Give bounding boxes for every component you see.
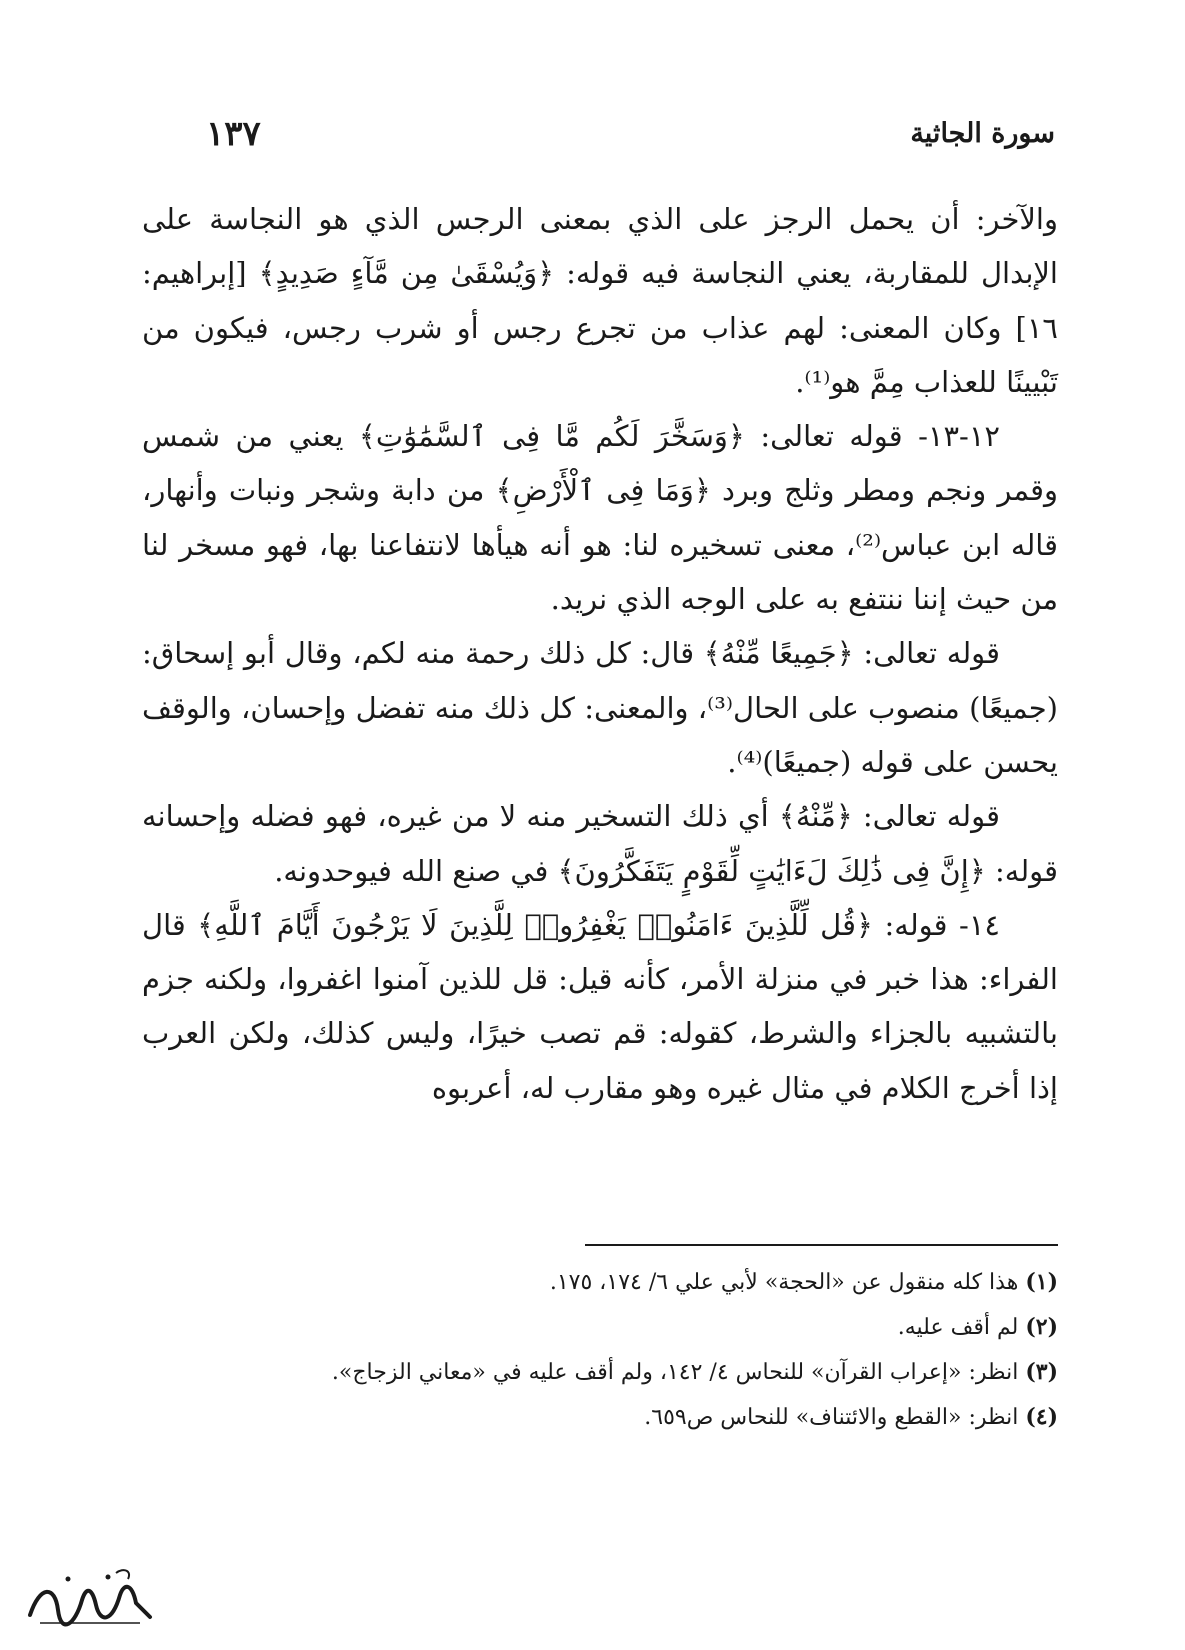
- calligraphy-logo: [20, 1565, 160, 1633]
- footnotes: [142, 1260, 1058, 1440]
- footnote-text: لم أقف عليه.: [897, 1315, 1019, 1340]
- paragraph: قوله تعالى: ﴿مِّنْهُ﴾ أي ذلك التسخير منه لا من غيره، فهو فضله وإحسانه قوله: ﴿إِنَّ فِى ذَٰلِكَ لَءَايَٰتٍ لِّقَوْمٍ يَتَفَكَّرُونَ﴾ في صنع الله فيوحدونه.: [142, 799, 1058, 888]
- page-header: [150, 114, 1055, 168]
- footnote-divider: [585, 1244, 1058, 1246]
- footnote-number: (١): [1025, 1269, 1058, 1295]
- footnote: [142, 1260, 1058, 1305]
- footnote-text: هذا كله منقول عن «الحجة» لأبي علي ٦/ ١٧٤، ١٧٥.: [549, 1270, 1019, 1295]
- page-number: ١٣٧: [206, 114, 261, 154]
- footnote: [142, 1395, 1058, 1440]
- surah-title: سورة الجاثية: [910, 118, 1055, 149]
- footnote-text: انظر: «القطع والائتناف» للنحاس ص٦٥٩.: [644, 1405, 1019, 1430]
- footnote-number: (٢): [1025, 1314, 1058, 1340]
- footnote-text: انظر: «إعراب القرآن» للنحاس ٤/ ١٤٢، ولم أقف عليه في «معاني الزجاج».: [331, 1360, 1019, 1385]
- paragraph: والآخر: أن يحمل الرجز على الذي بمعنى الرجس الذي هو النجاسة على الإبدال للمقاربة، يعني النجاسة فيه قوله: ﴿وَيُسْقَىٰ مِن مَّآءٍ صَدِيدٍ﴾ [إبراهيم: ١٦] وكان المعنى: لهم عذاب من تجرع رجس أو شرب رجس، فيكون من تَبْيينًا للعذاب مِمَّ هو⁽¹⁾.: [142, 202, 1058, 399]
- paragraph: ١٢-١٣- قوله تعالى: ﴿وَسَخَّرَ لَكُم مَّا فِى ٱلسَّمَٰوَٰتِ﴾ يعني من شمس وقمر ونجم ومطر وثلج وبرد ﴿وَمَا فِى ٱلْأَرْضِ﴾ من دابة وشجر ونبات وأنهار، قاله ابن عباس⁽²⁾، معنى تسخيره لنا: هو أنه هيأها لانتفاعنا بها، فهو مسخر لنا من حيث إننا ننتفع به على الوجه الذي نريد.: [142, 419, 1058, 617]
- main-text: [142, 192, 1058, 1115]
- footnote-number: (٣): [1025, 1359, 1058, 1385]
- paragraph: ١٤- قوله: ﴿قُل لِّلَّذِينَ ءَامَنُوا۟ يَغْفِرُوا۟ لِلَّذِينَ لَا يَرْجُونَ أَيَّامَ ٱللَّهِ﴾ قال الفراء: هذا خبر في منزلة الأمر، كأنه قيل: قل للذين آمنوا اغفروا، ولكنه جزم بالتشبيه بالجزاء والشرط، كقوله: قم تصب خيرًا، وليس كذلك، ولكن العرب إذا أخرج الكلام في مثال غيره وهو مقارب له، أعربوه: [142, 907, 1058, 1105]
- footnote-number: (٤): [1025, 1404, 1058, 1430]
- paragraph: قوله تعالى: ﴿جَمِيعًا مِّنْهُ﴾ قال: كل ذلك رحمة منه لكم، وقال أبو إسحاق: (جميعًا) منصوب على الحال⁽³⁾، والمعنى: كل ذلك منه تفضل وإحسان، والوقف يحسن على قوله (جميعًا)⁽⁴⁾.: [142, 636, 1058, 779]
- footnote: [142, 1350, 1058, 1395]
- footnote: [142, 1305, 1058, 1350]
